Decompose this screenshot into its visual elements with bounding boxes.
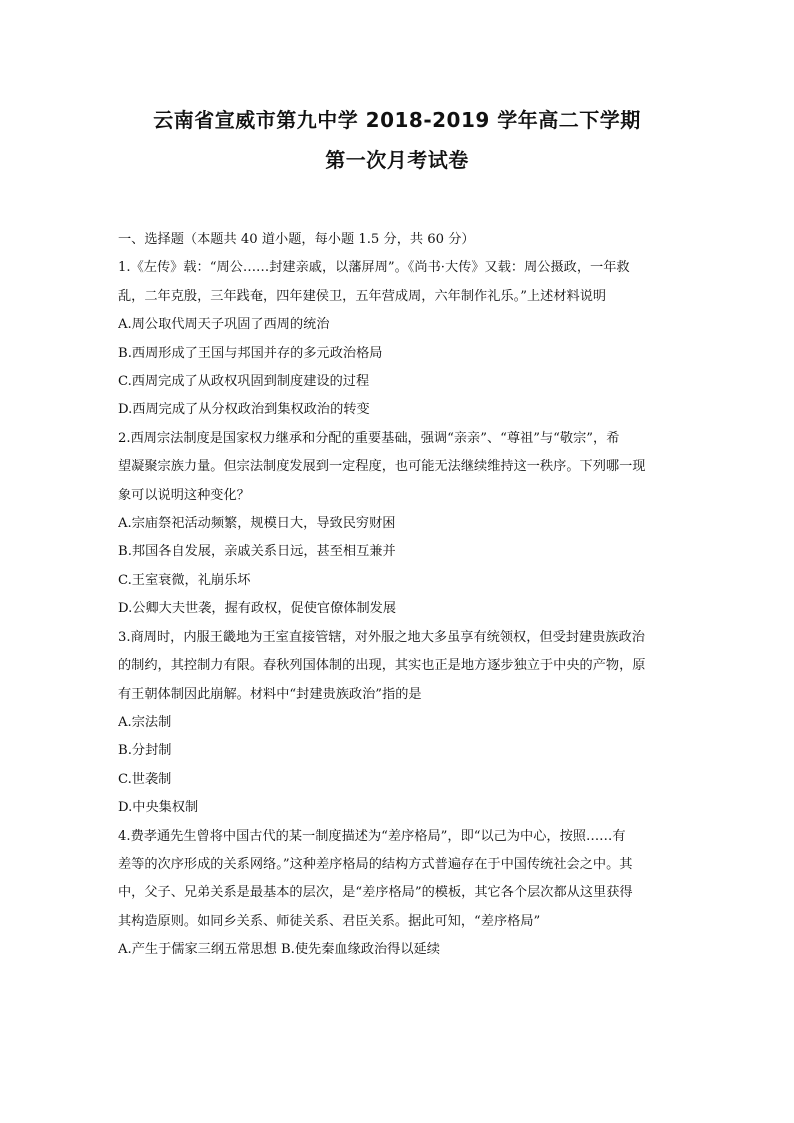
question-1-stem-line-2: 乱，二年克殷，三年践奄，四年建侯卫，五年营成周，六年制作礼乐。”上述材料说明 bbox=[118, 288, 607, 304]
question-2-option-a: A.宗庙祭祀活动频繁，规模日大，导致民穷财困 bbox=[118, 516, 396, 532]
question-3-option-c: C.世袭制 bbox=[118, 771, 172, 787]
question-3-stem-line-2: 的制约，其控制力有限。春秋列国体制的出现，其实也正是地方逐步独立于中央的产物，原 bbox=[118, 658, 646, 674]
question-3-stem-line-3: 有王朝体制因此崩解。材料中“封建贵族政治”指的是 bbox=[118, 686, 422, 702]
question-4-stem-line-3: 中，父子、兄弟关系是最基本的层次，是“差序格局”的模板，其它各个层次都从这里获得 bbox=[118, 885, 633, 901]
question-2-stem-line-1: 2.西周宗法制度是国家权力继承和分配的重要基础，强调“亲亲”、“尊祖”与“敬宗”，希 bbox=[118, 430, 620, 446]
question-1-option-b: B.西周形成了王国与邦国并存的多元政治格局 bbox=[118, 345, 383, 361]
question-1-option-d: D.西周完成了从分权政治到集权政治的转变 bbox=[118, 402, 370, 418]
question-2-option-b: B.邦国各自发展，亲戚关系日远，甚至相互兼并 bbox=[118, 544, 396, 560]
question-1-option-c: C.西周完成了从政权巩固到制度建设的过程 bbox=[118, 374, 370, 390]
question-3-option-a: A.宗法制 bbox=[118, 714, 172, 730]
exam-title-line-2: 第一次月考试卷 bbox=[325, 148, 469, 172]
question-2-stem-line-2: 望凝聚宗族力量。但宗法制度发展到一定程度，也可能无法继续维持这一秩序。下列哪一现 bbox=[118, 459, 646, 475]
question-1-option-a: A.周公取代周天子巩固了西周的统治 bbox=[118, 317, 330, 333]
question-2-option-c: C.王室衰微，礼崩乐坏 bbox=[118, 572, 251, 588]
question-1-stem-line-1: 1.《左传》载：“周公……封建亲戚，以藩屏周”。《尚书·大传》又载：周公摄政，一年救 bbox=[118, 260, 630, 276]
exam-title-line-1: 云南省宣威市第九中学 2018-2019 学年高二下学期 bbox=[153, 108, 641, 132]
question-4-stem-line-4: 其构造原则。如同乡关系、师徒关系、君臣关系。据此可知，“差序格局” bbox=[118, 913, 541, 929]
question-2 bbox=[118, 425, 678, 624]
question-3-option-d: D.中央集权制 bbox=[118, 800, 199, 816]
exam-content bbox=[118, 226, 678, 965]
question-3-option-b: B.分封制 bbox=[118, 743, 172, 759]
question-4-stem-line-1: 4.费孝通先生曾将中国古代的某一制度描述为“差序格局”，即“以己为中心，按照……有 bbox=[118, 828, 626, 844]
question-2-option-d: D.公卿大夫世袭，握有政权，促使官僚体制发展 bbox=[118, 601, 397, 617]
question-4 bbox=[118, 823, 678, 965]
question-4-stem-line-2: 差等的次序形成的关系网络。”这种差序格局的结构方式普遍存在于中国传统社会之中。其 bbox=[118, 856, 633, 872]
question-3 bbox=[118, 624, 678, 823]
question-3-stem-line-1: 3.商周时，内服王畿地为王室直接管辖，对外服之地大多虽享有统领权，但受封建贵族政治 bbox=[118, 629, 645, 645]
question-1 bbox=[118, 254, 678, 424]
section-heading: 一、选择题（本题共 40 道小题，每小题 1.5 分，共 60 分） bbox=[118, 232, 475, 247]
question-2-stem-line-3: 象可以说明这种变化？ bbox=[118, 487, 250, 503]
question-4-option-ab: A.产生于儒家三纲五常思想 B.使先秦血缘政治得以延续 bbox=[118, 942, 440, 958]
